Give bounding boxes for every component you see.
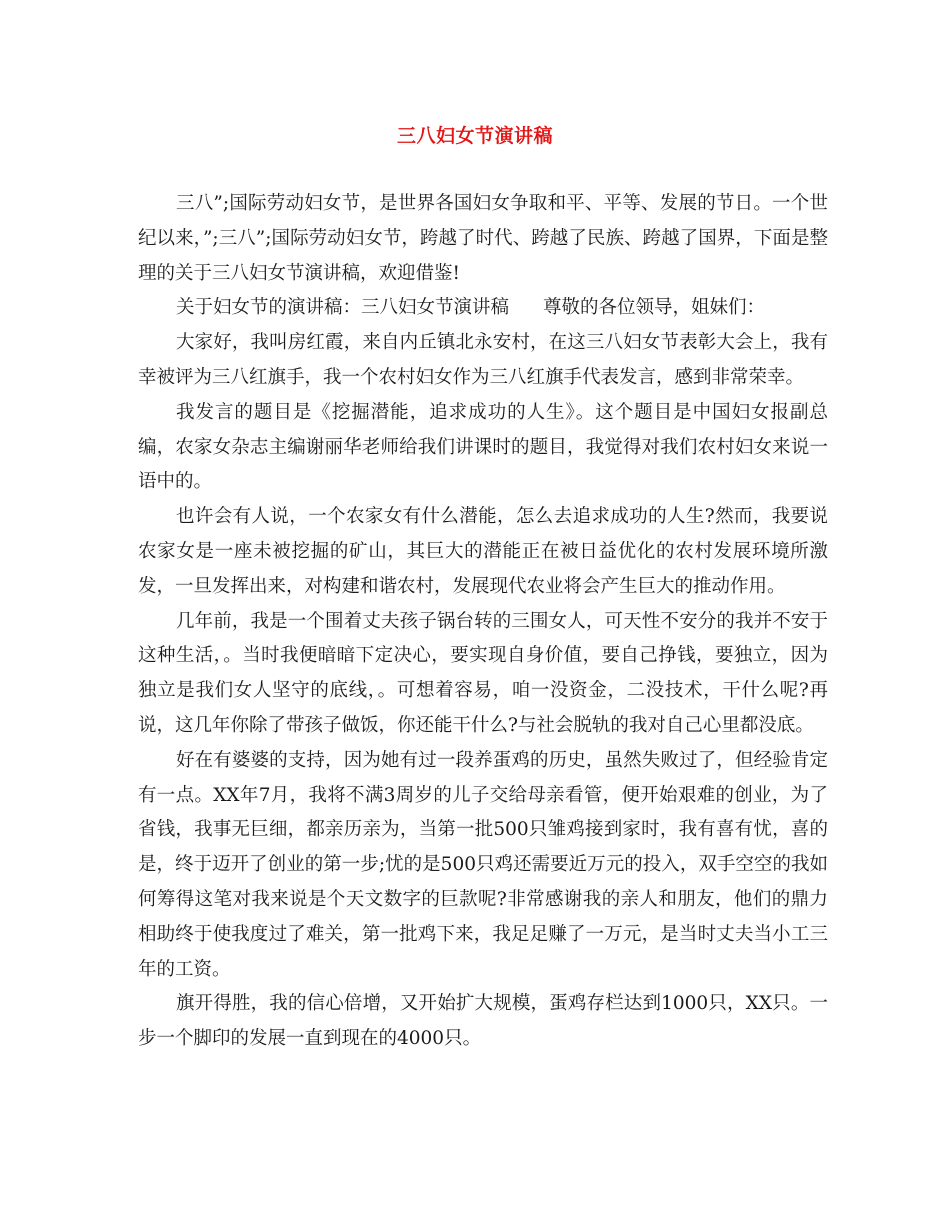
document-title: 三八妇女节演讲稿 (396, 125, 553, 147)
paragraph-heading (138, 291, 828, 326)
salutation: 尊敬的各位领导，姐妹们： (543, 297, 766, 319)
document-body (138, 187, 828, 1057)
paragraph-greeting: 大家好，我叫房红霞，来自内丘镇北永安村，在这三八妇女节表彰大会上，我有幸被评为三八红旗手，我一个农村妇女作为三八红旗手代表发言，感到非常荣幸。 (138, 332, 828, 388)
paragraph-growth: 旗开得胜，我的信心倍增，又开始扩大规模，蛋鸡存栏达到1000只，XX只。一步一个脚印的发展一直到现在的4000只。 (138, 993, 828, 1050)
speech-subtitle: 关于妇女节的演讲稿：三八妇女节演讲稿 (176, 297, 510, 319)
paragraph-potential: 也许会有人说，一个农家女有什么潜能，怎么去追求成功的人生?然而，我要说农家女是一座未被挖掘的矿山，其巨大的潜能正在被日益优化的农村发展环境所激发，一旦发挥出来，对构建和谐农村，发展现代农业将会产生巨大的推动作用。 (138, 506, 828, 597)
paragraph-startup: 好在有婆婆的支持，因为她有过一段养蛋鸡的历史，虽然失败过了，但经验肯定有一点。XX年7月，我将不满3周岁的儿子交给母亲看管，便开始艰难的创业，为了省钱，我事无巨细，都亲历亲为，当第一批500只雏鸡接到家时，我有喜有忧，喜的是，终于迈开了创业的第一步;忧的是500只鸡还需要近万元的投入，双手空空的我如何筹得这笔对我来说是个天文数字的巨款呢?非常感谢我的亲人和朋友，他们的鼎力相助终于使我度过了难关，第一批鸡下来，我足足赚了一万元，是当时丈夫当小工三年的工资。 (138, 749, 829, 980)
paragraph-topic: 我发言的题目是《挖掘潜能，追求成功的人生》。这个题目是中国妇女报副总编，农家女杂志主编谢丽华老师给我们讲课时的题目，我觉得对我们农村妇女来说一语中的。 (138, 401, 828, 493)
paragraph-past: 几年前，我是一个围着丈夫孩子锅台转的三围女人，可天性不安分的我并不安于这种生活，。当时我便暗暗下定决心，要实现自身价值，要自己挣钱，要独立，因为独立是我们女人坚守的底线，。可想着容易，咱一没资金，二没技术，干什么呢?再说，这几年你除了带孩子做饭，你还能干什么?与社会脱轨的我对自己心里都没底。 (138, 610, 828, 736)
paragraph-intro: 三八”;国际劳动妇女节，是世界各国妇女争取和平、平等、发展的节日。一个世纪以来，”;三八”;国际劳动妇女节，跨越了时代、跨越了民族、跨越了国界，下面是整理的关于三八妇女节演讲稿，欢迎借鉴! (138, 193, 828, 284)
